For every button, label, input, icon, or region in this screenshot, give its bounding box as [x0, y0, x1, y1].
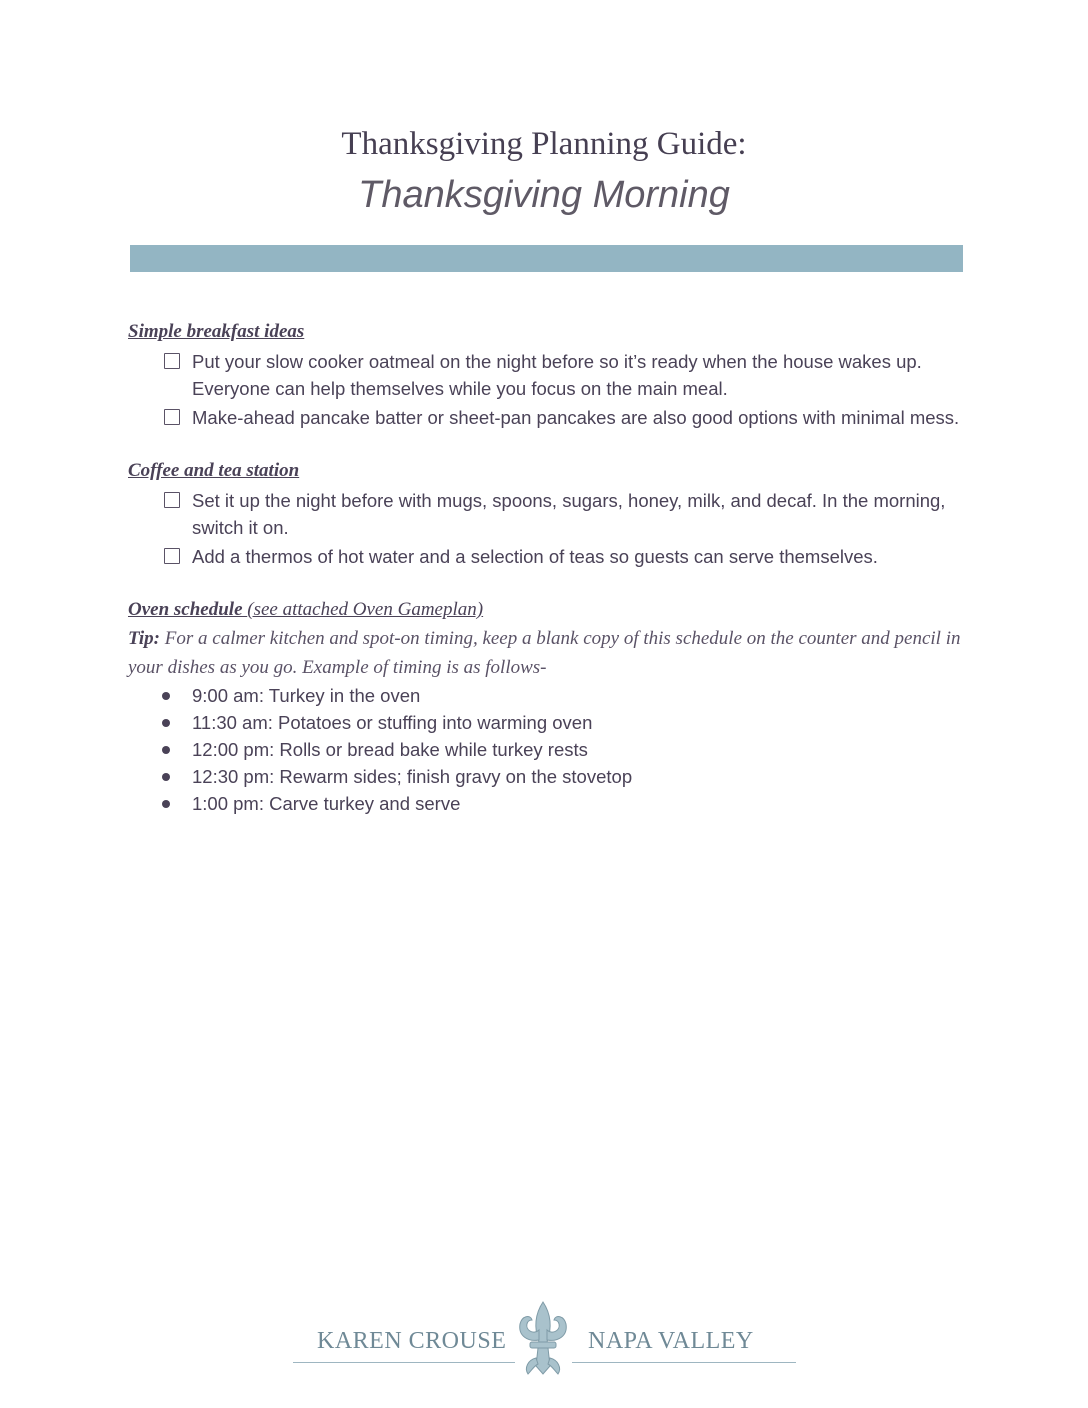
schedule-item [128, 736, 968, 763]
checklist-item-text: Set it up the night before with mugs, spoons, sugars, honey, milk, and decaf. In the morning, switch it on. [192, 490, 946, 538]
checkbox[interactable] [164, 353, 180, 369]
schedule-item [128, 682, 968, 709]
bullet-icon [162, 746, 170, 754]
header-band [130, 245, 963, 272]
checklist-item-text: Add a thermos of hot water and a selection of teas so guests can serve themselves. [192, 546, 878, 567]
oven-schedule-list [128, 682, 968, 817]
tip-label: Tip: [128, 628, 161, 649]
oven-heading-text: Oven schedule [128, 599, 243, 620]
bullet-icon [162, 800, 170, 808]
schedule-item [128, 763, 968, 790]
bullet-icon [162, 692, 170, 700]
bullet-icon [162, 719, 170, 727]
schedule-item-text: 11:30 am: Potatoes or stuffing into warming oven [192, 712, 593, 733]
page-title: Thanksgiving Planning Guide: [341, 126, 747, 162]
checkbox[interactable] [164, 492, 180, 508]
checklist-item [128, 348, 968, 402]
section-heading-oven [128, 596, 968, 624]
bullet-icon [162, 773, 170, 781]
fleur-de-lis-icon [508, 1298, 578, 1378]
checklist-item [128, 487, 968, 541]
schedule-item-text: 12:00 pm: Rolls or bread bake while turkey rests [192, 739, 588, 760]
page-subtitle: Thanksgiving Morning [358, 174, 730, 216]
footer-rule-left [293, 1362, 515, 1363]
oven-gameplan-link[interactable]: (see attached Oven Gameplan) [247, 599, 484, 620]
schedule-item-text: 12:30 pm: Rewarm sides; finish gravy on the stovetop [192, 766, 633, 787]
schedule-item-text: 9:00 am: Turkey in the oven [192, 685, 421, 706]
checklist-coffee [128, 487, 968, 570]
checklist-item-text: Make-ahead pancake batter or sheet-pan pancakes are also good options with minimal mess. [192, 407, 960, 428]
schedule-item [128, 709, 968, 736]
footer-brand-name: KAREN CROUSE [317, 1328, 507, 1354]
tip-paragraph [128, 624, 968, 682]
checklist-item-text: Put your slow cooker oatmeal on the night before so it’s ready when the house wakes up. Everyone can help themselves while you focus on the main meal. [192, 351, 922, 399]
footer-location: NAPA VALLEY [588, 1328, 754, 1354]
section-heading-breakfast: Simple breakfast ideas [128, 321, 305, 342]
section-heading-coffee: Coffee and tea station [128, 460, 300, 481]
section-coffee [128, 457, 968, 570]
document-body [128, 318, 968, 843]
section-breakfast [128, 318, 968, 431]
checkbox[interactable] [164, 548, 180, 564]
footer-rule-right [572, 1362, 796, 1363]
section-oven [128, 596, 968, 817]
tip-text: For a calmer kitchen and spot-on timing, keep a blank copy of this schedule on the counter and pencil in your dishes as you go. Example of timing is as follows- [128, 628, 961, 678]
checkbox[interactable] [164, 409, 180, 425]
schedule-item [128, 790, 968, 817]
checklist-item [128, 404, 968, 431]
schedule-item-text: 1:00 pm: Carve turkey and serve [192, 793, 461, 814]
footer-logo [290, 1298, 798, 1378]
checklist-item [128, 543, 968, 570]
checklist-breakfast [128, 348, 968, 431]
